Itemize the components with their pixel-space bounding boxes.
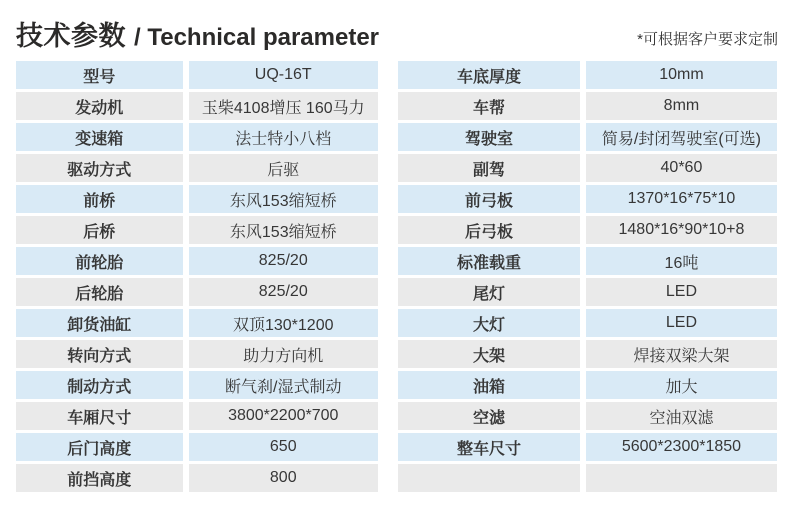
spec-value: 加大 bbox=[586, 371, 777, 399]
header bbox=[0, 0, 800, 61]
spec-value: 东风153缩短桥 bbox=[189, 185, 378, 213]
spec-label: 后桥 bbox=[16, 216, 183, 244]
spec-value: 3800*2200*700 bbox=[189, 402, 378, 430]
spec-table-right bbox=[398, 61, 777, 492]
spec-row bbox=[16, 278, 378, 306]
spec-row bbox=[398, 433, 777, 461]
spec-label: 副驾 bbox=[398, 154, 580, 182]
spec-row bbox=[398, 185, 777, 213]
spec-value: 1370*16*75*10 bbox=[586, 185, 777, 213]
spec-label: 车厢尺寸 bbox=[16, 402, 183, 430]
customization-note: *可根据客户要求定制 bbox=[637, 31, 778, 48]
spec-row bbox=[16, 371, 378, 399]
spec-row bbox=[398, 216, 777, 244]
spec-value: 8mm bbox=[586, 92, 777, 120]
spec-row bbox=[16, 185, 378, 213]
spec-row bbox=[16, 216, 378, 244]
spec-label: 卸货油缸 bbox=[16, 309, 183, 337]
spec-value: LED bbox=[586, 278, 777, 306]
spec-row bbox=[398, 123, 777, 151]
spec-value: 后驱 bbox=[189, 154, 378, 182]
spec-value: 40*60 bbox=[586, 154, 777, 182]
spec-row bbox=[398, 340, 777, 368]
spec-row bbox=[398, 464, 777, 492]
spec-label: 前轮胎 bbox=[16, 247, 183, 275]
spec-row bbox=[398, 402, 777, 430]
spec-row bbox=[16, 433, 378, 461]
spec-value: 800 bbox=[189, 464, 378, 492]
spec-label: 后弓板 bbox=[398, 216, 580, 244]
spec-row bbox=[398, 278, 777, 306]
spec-row bbox=[16, 92, 378, 120]
spec-row bbox=[398, 154, 777, 182]
spec-label: 前桥 bbox=[16, 185, 183, 213]
spec-row bbox=[16, 123, 378, 151]
spec-label: 车底厚度 bbox=[398, 61, 580, 89]
spec-row bbox=[398, 92, 777, 120]
spec-value: 10mm bbox=[586, 61, 777, 89]
spec-label: 后轮胎 bbox=[16, 278, 183, 306]
spec-label: 车帮 bbox=[398, 92, 580, 120]
spec-value: 简易/封闭驾驶室(可选) bbox=[586, 123, 777, 151]
spec-label: 后门高度 bbox=[16, 433, 183, 461]
spec-label: 整车尺寸 bbox=[398, 433, 580, 461]
spec-label: 制动方式 bbox=[16, 371, 183, 399]
spec-value: 东风153缩短桥 bbox=[189, 216, 378, 244]
spec-value: 助力方向机 bbox=[189, 340, 378, 368]
spec-table-left bbox=[16, 61, 378, 492]
spec-value: UQ-16T bbox=[189, 61, 378, 89]
spec-row bbox=[16, 402, 378, 430]
page-title-en: / Technical parameter bbox=[134, 24, 380, 52]
spec-row bbox=[16, 61, 378, 89]
spec-value: 法士特小八档 bbox=[189, 123, 378, 151]
spec-label: 前弓板 bbox=[398, 185, 580, 213]
spec-tables-container bbox=[0, 61, 800, 492]
page-title-zh: 技术参数 bbox=[16, 21, 126, 52]
spec-value: 1480*16*90*10+8 bbox=[586, 216, 777, 244]
spec-label: 尾灯 bbox=[398, 278, 580, 306]
spec-row bbox=[398, 61, 777, 89]
spec-row bbox=[398, 371, 777, 399]
spec-label: 变速箱 bbox=[16, 123, 183, 151]
spec-label: 前挡高度 bbox=[16, 464, 183, 492]
spec-value: 焊接双梁大架 bbox=[586, 340, 777, 368]
spec-label bbox=[398, 464, 580, 492]
spec-value: 825/20 bbox=[189, 278, 378, 306]
spec-row bbox=[398, 247, 777, 275]
spec-row bbox=[16, 464, 378, 492]
spec-value: 825/20 bbox=[189, 247, 378, 275]
spec-label: 发动机 bbox=[16, 92, 183, 120]
spec-row bbox=[16, 340, 378, 368]
spec-row bbox=[16, 154, 378, 182]
spec-row bbox=[16, 247, 378, 275]
spec-value: 玉柴4108增压 160马力 bbox=[189, 92, 378, 120]
spec-row bbox=[16, 309, 378, 337]
spec-row bbox=[398, 309, 777, 337]
spec-label: 大灯 bbox=[398, 309, 580, 337]
spec-value: 断气刹/湿式制动 bbox=[189, 371, 378, 399]
spec-label: 转向方式 bbox=[16, 340, 183, 368]
spec-label: 空滤 bbox=[398, 402, 580, 430]
spec-label: 驾驶室 bbox=[398, 123, 580, 151]
spec-value: 650 bbox=[189, 433, 378, 461]
spec-value: 空油双滤 bbox=[586, 402, 777, 430]
page-title bbox=[16, 22, 379, 52]
spec-value: 双顶130*1200 bbox=[189, 309, 378, 337]
spec-label: 型号 bbox=[16, 61, 183, 89]
spec-value: 5600*2300*1850 bbox=[586, 433, 777, 461]
spec-label: 标准载重 bbox=[398, 247, 580, 275]
spec-value: 16吨 bbox=[586, 247, 777, 275]
spec-value bbox=[586, 464, 777, 492]
spec-label: 大架 bbox=[398, 340, 580, 368]
spec-label: 驱动方式 bbox=[16, 154, 183, 182]
spec-value: LED bbox=[586, 309, 777, 337]
spec-label: 油箱 bbox=[398, 371, 580, 399]
